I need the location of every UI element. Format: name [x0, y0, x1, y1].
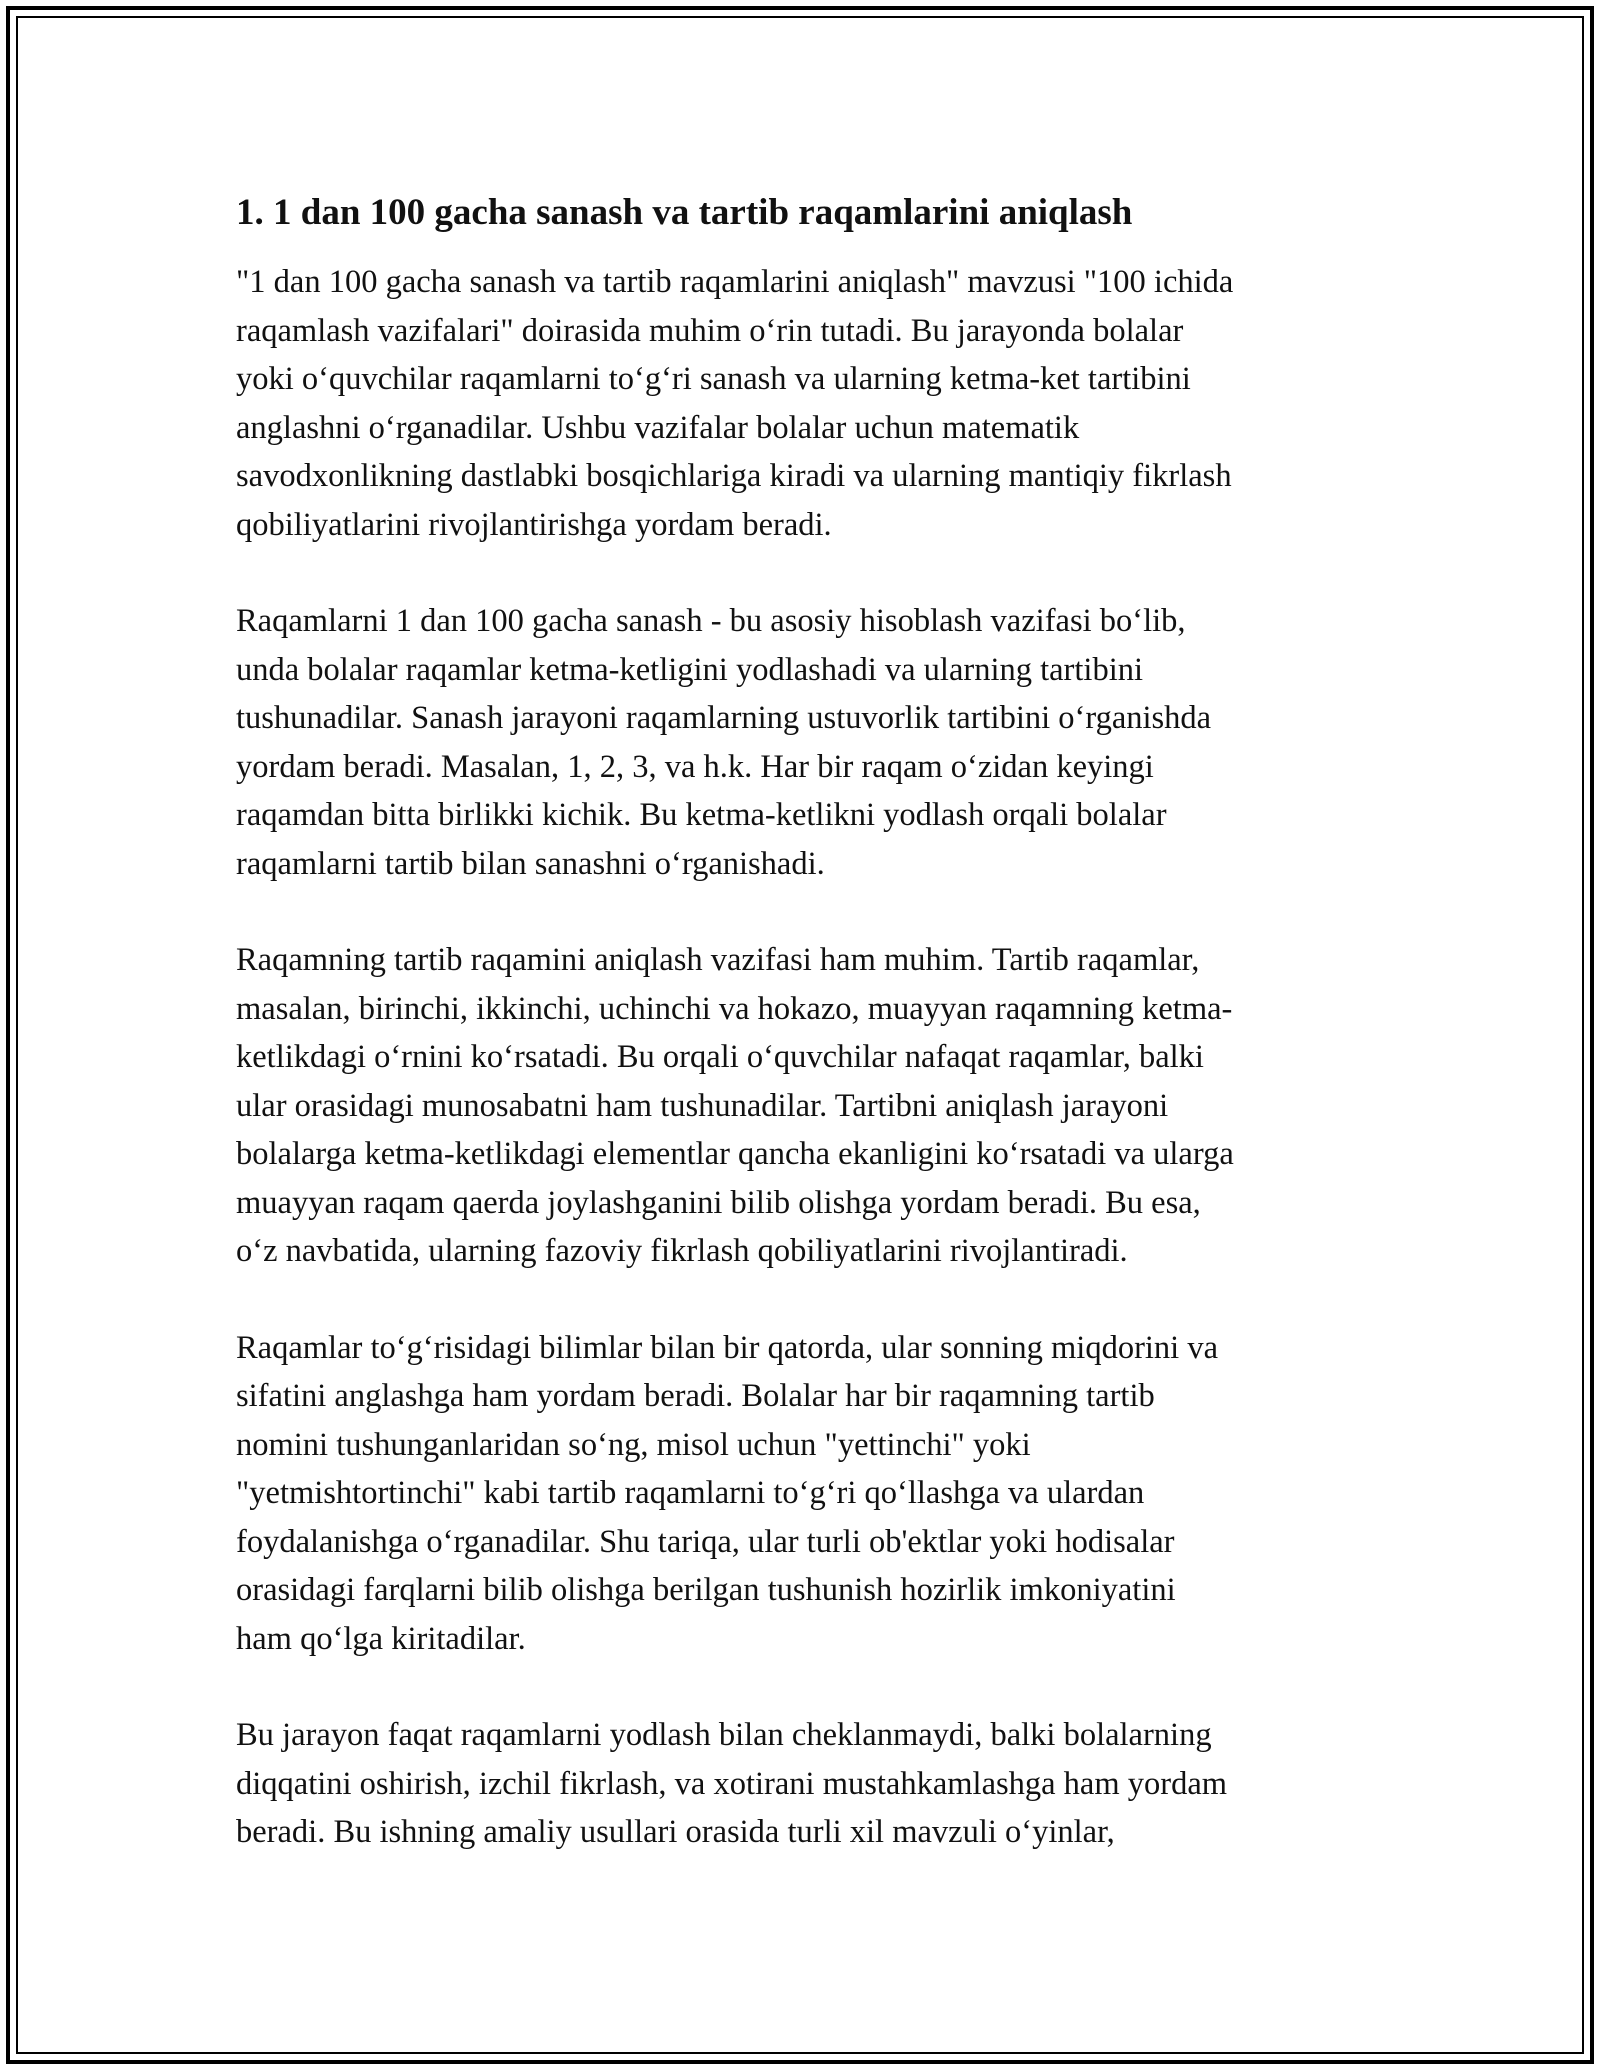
text-line: oʻz navbatida, ularning fazoviy fikrlash qobiliyatlarini rivojlantiradi.: [236, 1233, 1128, 1269]
text-line: Raqamning tartib raqamini aniqlash vazifasi ham muhim. Tartib raqamlar,: [236, 942, 1200, 978]
text-line: sifatini anglashga ham yordam beradi. Bolalar har bir raqamning tartib: [236, 1378, 1155, 1414]
paragraph-5: [236, 1711, 1366, 1857]
text-line: nomini tushunganlaridan soʻng, misol uchun "yettinchi" yoki: [236, 1426, 1031, 1463]
text-line: ular orasidagi munosabatni ham tushunadilar. Tartibni aniqlash jarayoni: [236, 1087, 1169, 1124]
text-line: yoki oʻquvchilar raqamlarni toʻgʻri sanash va ularning ketma-ket tartibini: [236, 361, 1191, 397]
text-line: ham qoʻlga kiritadilar.: [236, 1620, 526, 1657]
paragraph-2: [236, 597, 1366, 888]
text-line: Raqamlarni 1 dan 100 gacha sanash - bu asosiy hisoblash vazifasi boʻlib,: [236, 603, 1186, 639]
text-line: "yetmishtortinchi" kabi tartib raqamlarni toʻgʻri qoʻllashga va ulardan: [236, 1475, 1145, 1511]
text-line: qobiliyatlarini rivojlantirishga yordam beradi.: [236, 506, 832, 543]
text-line: raqamlarni tartib bilan sanashni oʻrganishadi.: [236, 845, 825, 882]
paragraph-1: [236, 258, 1366, 549]
text-line: yordam beradi. Masalan, 1, 2, 3, va h.k. Har bir raqam oʻzidan keyingi: [236, 748, 1154, 785]
text-line: beradi. Bu ishning amaliy usullari orasida turli xil mavzuli oʻyinlar,: [236, 1814, 1115, 1850]
text-line: Raqamlar toʻgʻrisidagi bilimlar bilan bir qatorda, ular sonning miqdorini va: [236, 1329, 1218, 1366]
text-line: savodxonlikning dastlabki bosqichlariga kiradi va ularning mantiqiy fikrlash: [236, 458, 1232, 494]
text-line: raqamlash vazifalari" doirasida muhim oʻrin tutadi. Bu jarayonda bolalar: [236, 312, 1184, 349]
text-line: bolalarga ketma-ketlikdagi elementlar qancha ekanligini koʻrsatadi va ularga: [236, 1136, 1234, 1172]
document-body: [236, 188, 1366, 1905]
document-title: 1. 1 dan 100 gacha sanash va tartib raqamlarini aniqlash: [236, 192, 1133, 233]
text-line: "1 dan 100 gacha sanash va tartib raqamlarini aniqlash" mavzusi "100 ichida: [236, 264, 1234, 300]
text-line: anglashni oʻrganadilar. Ushbu vazifalar bolalar uchun matematik: [236, 409, 1080, 446]
text-line: ketlikdagi oʻrnini koʻrsatadi. Bu orqali oʻquvchilar nafaqat raqamlar, balki: [236, 1039, 1204, 1075]
text-line: Bu jarayon faqat raqamlarni yodlash bilan cheklanmaydi, balki bolalarning: [236, 1717, 1212, 1753]
text-line: tushunadilar. Sanash jarayoni raqamlarning ustuvorlik tartibini oʻrganishda: [236, 700, 1212, 736]
text-line: diqqatini oshirish, izchil fikrlash, va xotirani mustahkamlashga ham yordam: [236, 1765, 1228, 1802]
text-line: unda bolalar raqamlar ketma-ketligini yodlashadi va ularning tartibini: [236, 651, 1144, 688]
paragraph-4: [236, 1324, 1366, 1664]
text-line: muayyan raqam qaerda joylashganini bilib olishga yordam beradi. Bu esa,: [236, 1184, 1201, 1221]
text-line: orasidagi farqlarni bilib olishga berilgan tushunish hozirlik imkoniyatini: [236, 1572, 1176, 1608]
text-line: masalan, birinchi, ikkinchi, uchinchi va hokazo, muayyan raqamning ketma-: [236, 990, 1233, 1027]
text-line: raqamdan bitta birlikki kichik. Bu ketma-ketlikni yodlash orqali bolalar: [236, 797, 1167, 833]
paragraph-3: [236, 936, 1366, 1276]
text-line: foydalanishga oʻrganadilar. Shu tariqa, ular turli ob'ektlar yoki hodisalar: [236, 1523, 1175, 1560]
